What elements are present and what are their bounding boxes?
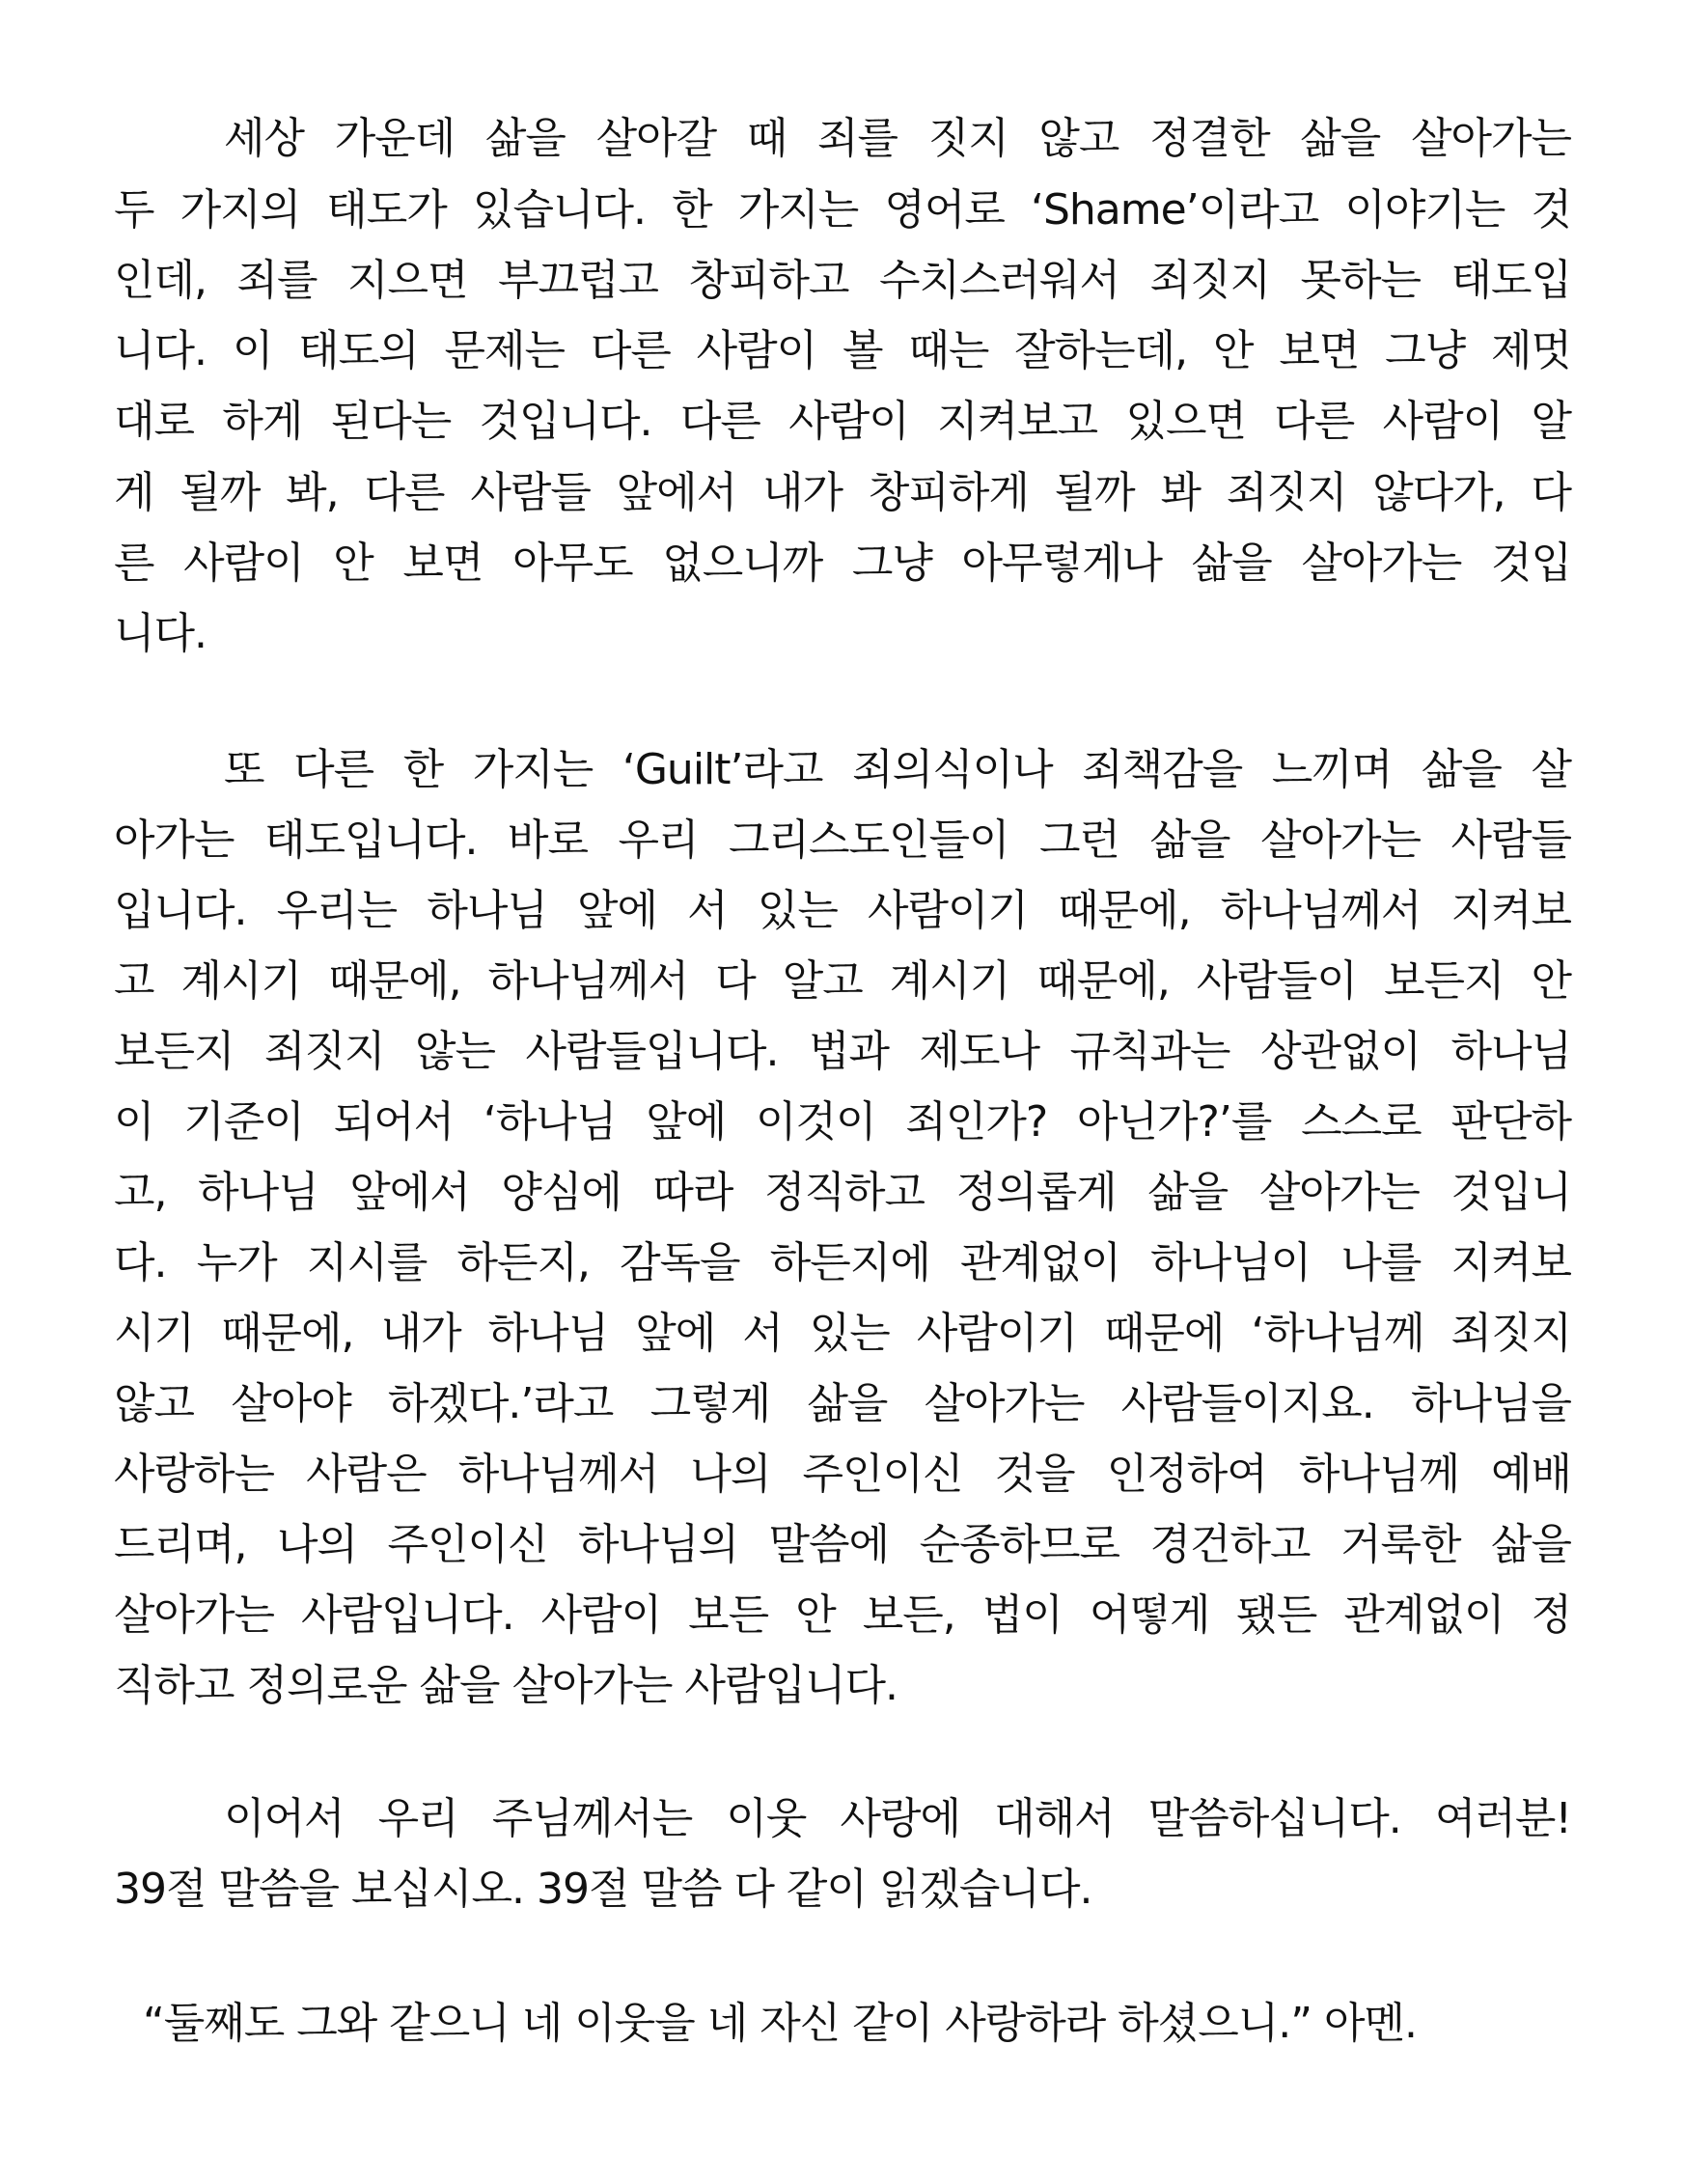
text-line: 살아가는 사람입니다. 사람이 보든 안 보든, 법이 어떻게 됐든 관계없이 정 <box>114 1590 1571 1640</box>
text-line: 고 계시기 때문에, 하나님께서 다 알고 계시기 때문에, 사람들이 보든지 안 <box>114 956 1571 1006</box>
text-line: 대로 하게 된다는 것입니다. 다른 사람이 지켜보고 있으면 다른 사람이 알 <box>114 397 1571 446</box>
text-line: 다. 누가 지시를 하든지, 감독을 하든지에 관계없이 하나님이 나를 지켜보 <box>114 1238 1571 1287</box>
text-line: 시기 때문에, 내가 하나님 앞에 서 있는 사람이기 때문에 ‘하나님께 죄짓지 <box>114 1309 1571 1358</box>
text-line: 른 사람이 안 보면 아무도 없으니까 그냥 아무렇게나 삶을 살아가는 것입 <box>114 539 1571 588</box>
text-line: 드리며, 나의 주인이신 하나님의 말씀에 순종하므로 경건하고 거룩한 삶을 <box>114 1520 1571 1569</box>
text-line: 39절 말씀을 보십시오. 39절 말씀 다 같이 읽겠습니다. <box>114 1865 1092 1914</box>
text-line: 게 될까 봐, 다른 사람들 앞에서 내가 창피하게 될까 봐 죄짓지 않다가, 다 <box>114 468 1571 517</box>
text-line: 니다. 이 태도의 문제는 다른 사람이 볼 때는 잘하는데, 안 보면 그냥 제멋 <box>114 326 1571 375</box>
text-line: 않고 살아야 하겠다.’라고 그렇게 삶을 살아가는 사람들이지요. 하나님을 <box>114 1379 1571 1428</box>
text-line: 세상 가운데 삶을 살아갈 때 죄를 짓지 않고 정결한 삶을 살아가는 <box>224 114 1571 163</box>
text-line: 입니다. 우리는 하나님 앞에 서 있는 사람이기 때문에, 하나님께서 지켜보 <box>114 886 1571 935</box>
text-line: 니다. <box>114 609 207 658</box>
text-line: “둘째도 그와 같으니 네 이웃을 네 자신 같이 사랑하라 하셨으니.” 아멘. <box>143 1999 1418 2048</box>
text-line: 직하고 정의로운 삶을 살아가는 사람입니다. <box>114 1661 898 1710</box>
text-line: 두 가지의 태도가 있습니다. 한 가지는 영어로 ‘Shame’이라고 이야기는 것 <box>114 185 1571 235</box>
text-line: 아가는 태도입니다. 바로 우리 그리스도인들이 그런 삶을 살아가는 사람들 <box>114 816 1571 865</box>
text-line: 사랑하는 사람은 하나님께서 나의 주인이신 것을 인정하여 하나님께 예배 <box>114 1450 1571 1499</box>
text-line: 이어서 우리 주님께서는 이웃 사랑에 대해서 말씀하십니다. 여러분! <box>224 1794 1571 1843</box>
text-line: 고, 하나님 앞에서 양심에 따라 정직하고 정의롭게 삶을 살아가는 것입니 <box>114 1168 1571 1217</box>
text-line: 보든지 죄짓지 않는 사람들입니다. 법과 제도나 규칙과는 상관없이 하나님 <box>114 1027 1571 1076</box>
text-line: 인데, 죄를 지으면 부끄럽고 창피하고 수치스러워서 죄짓지 못하는 태도입 <box>114 256 1571 305</box>
text-line: 또 다른 한 가지는 ‘Guilt’라고 죄의식이나 죄책감을 느끼며 삶을 살 <box>224 745 1571 794</box>
text-line: 이 기준이 되어서 ‘하나님 앞에 이것이 죄인가? 아닌가?’를 스스로 판단하 <box>114 1097 1571 1147</box>
